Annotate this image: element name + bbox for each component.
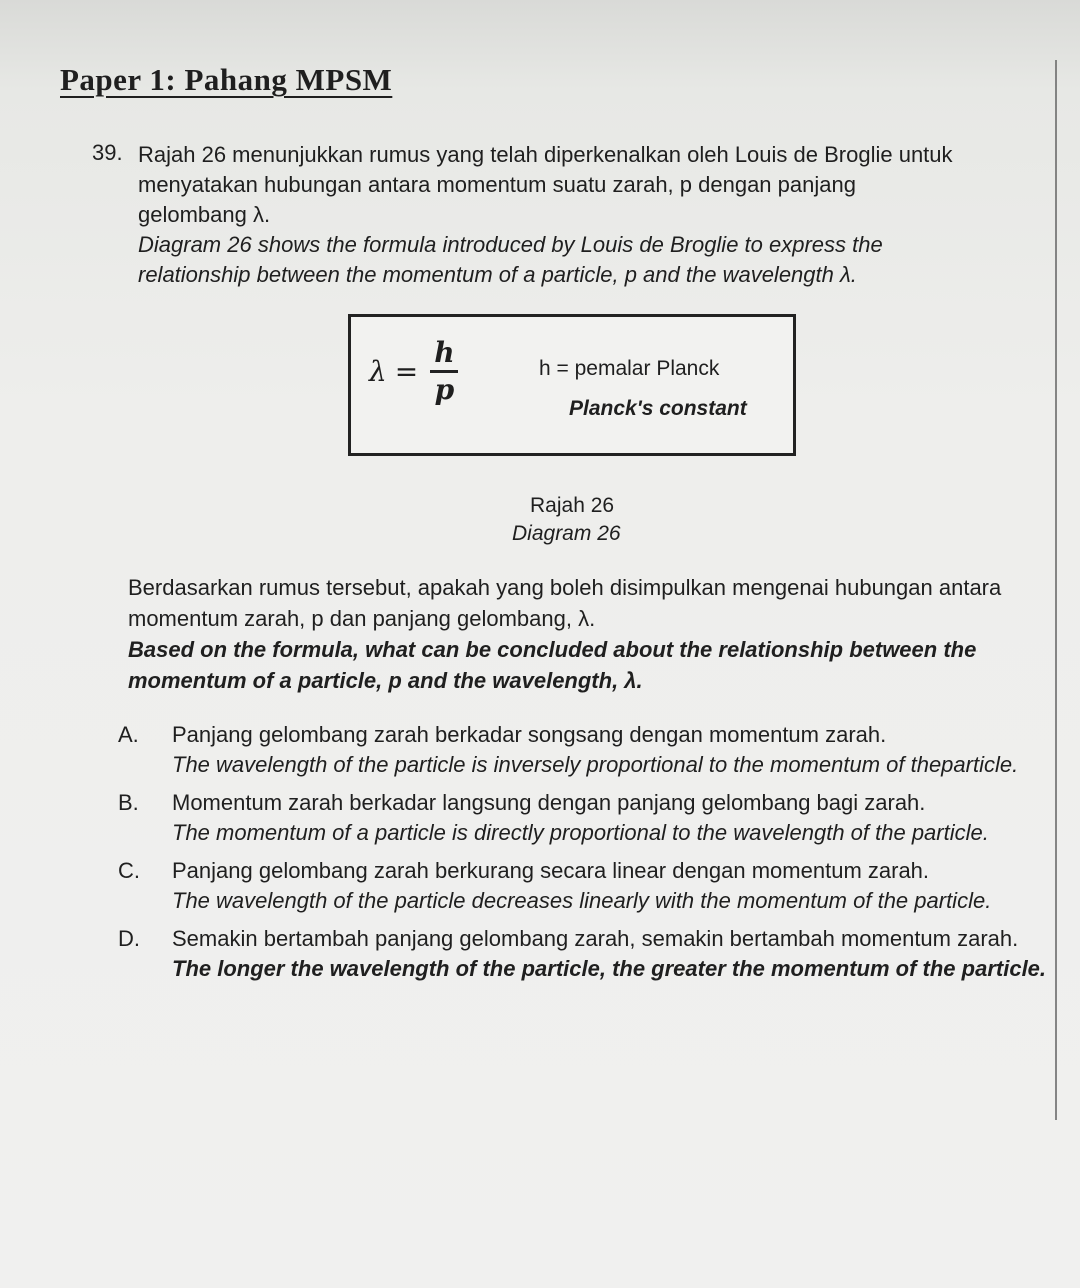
legend-english: Planck's constant [569,397,747,420]
question-stem-malay: Rajah 26 menunjukkan rumus yang telah diperkenalkan oleh Louis de Broglie untuk menyatakan hubungan antara momentum suatu zarah, p dengan panjang gelombang λ. [138,142,953,227]
formula-lambda: λ [369,355,387,388]
formula-numerator: h [434,336,455,369]
formula-fraction [428,336,460,406]
answer-options [118,720,1063,992]
option-a[interactable] [118,720,1063,780]
option-b[interactable] [118,788,1063,848]
option-letter: D. [118,926,140,951]
option-text-english: The wavelength of the particle decreases linearly with the momentum of the particle. [172,888,992,913]
question-prompt-english: Based on the formula, what can be concluded about the relationship between the momentum of a particle, p and the wavelength, λ. [128,637,977,693]
question-number: 39. [92,140,123,165]
option-d[interactable] [118,924,1063,984]
question-prompt-malay: Berdasarkan rumus tersebut, apakah yang boleh disimpulkan mengenai hubungan antara momentum zarah, p dan panjang gelombang, λ. [128,575,1002,631]
paper-title: Paper 1: Pahang MPSM [60,62,393,97]
formula-equals: = [394,355,419,388]
option-c[interactable] [118,856,1063,916]
option-text-english: The momentum of a particle is directly proportional to the wavelength of the particle. [172,820,989,845]
question-stem [138,140,953,290]
diagram-caption-malay: Rajah 26 [530,494,615,517]
option-text-malay: Semakin bertambah panjang gelombang zarah, semakin bertambah momentum zarah. [172,926,1019,951]
option-text-malay: Panjang gelombang zarah berkadar songsang dengan momentum zarah. [172,722,887,747]
legend-malay: h = pemalar Planck [539,357,720,380]
option-text-english: The longer the wavelength of the particle, the greater the momentum of the particle. [172,956,1047,981]
diagram-caption-english: Diagram 26 [512,522,621,545]
formula-diagram-box [348,314,796,456]
option-letter: A. [118,722,139,747]
question-stem-english: Diagram 26 shows the formula introduced by Louis de Broglie to express the relationship between the momentum of a particle, p and the wavelength λ. [138,232,883,287]
formula-denominator: p [434,373,455,406]
option-text-malay: Panjang gelombang zarah berkurang secara linear dengan momentum zarah. [172,858,930,883]
option-letter: C. [118,858,140,883]
option-letter: B. [118,790,139,815]
question-prompt [128,572,1028,696]
option-text-malay: Momentum zarah berkadar langsung dengan panjang gelombang bagi zarah. [172,790,926,815]
option-text-english: The wavelength of the particle is inversely proportional to the momentum of theparticle. [172,752,1019,777]
de-broglie-formula [369,336,461,406]
